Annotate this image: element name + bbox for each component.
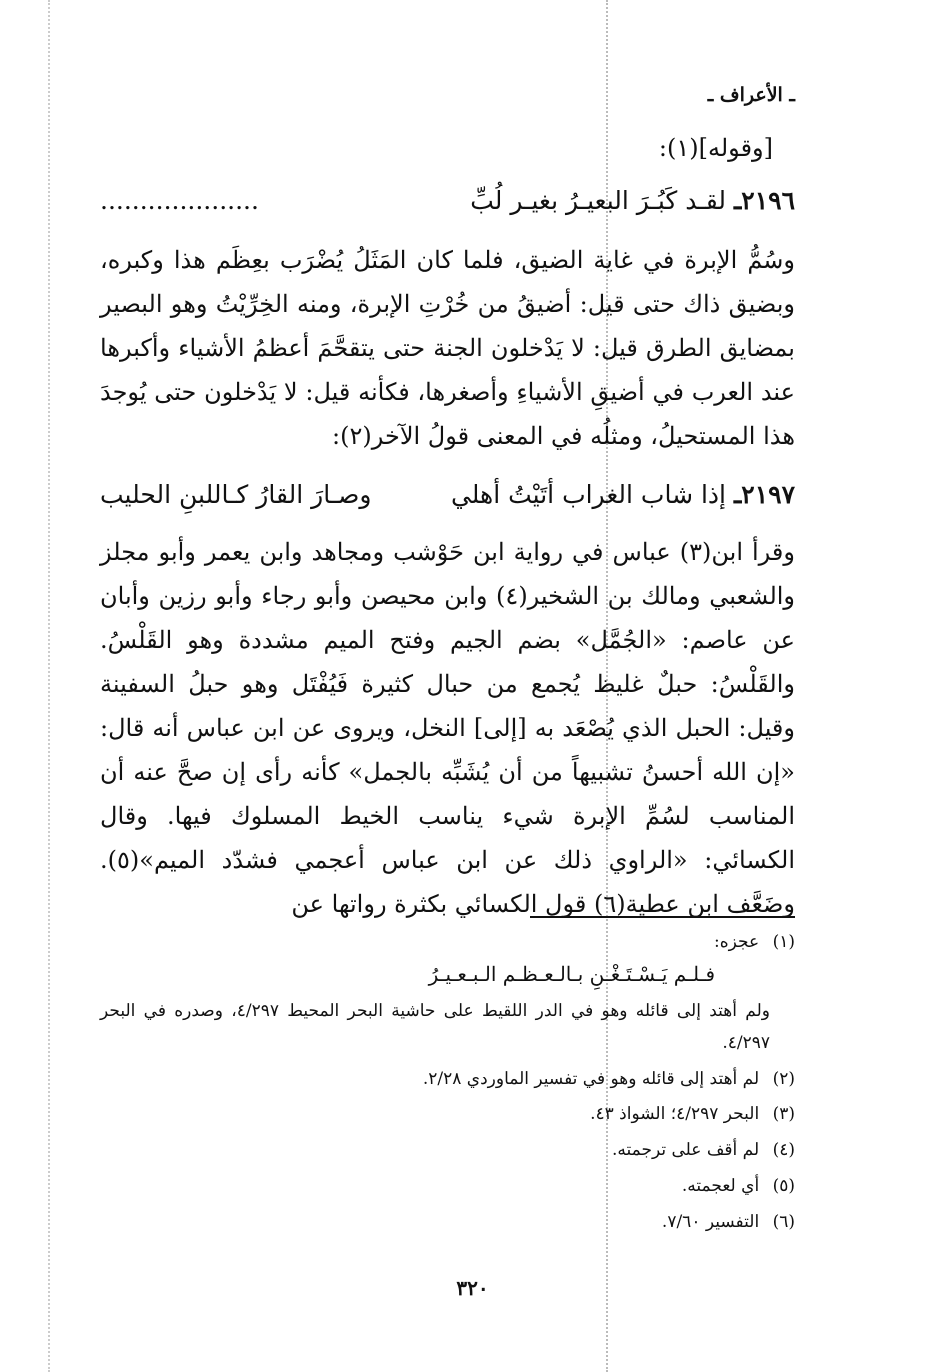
footnote-text: البحر ٤/٢٩٧؛ الشواذ ٤٣. xyxy=(590,1104,760,1124)
verse-number: ٢١٩٦ـ xyxy=(733,186,795,215)
page-number: ٣٢٠ xyxy=(456,1276,489,1300)
first-hemistich: إذا شاب الغراب أتَيْتُ أهلي xyxy=(450,480,726,509)
footnote-1 xyxy=(714,932,795,952)
footnote-text: عجزه: xyxy=(714,932,760,952)
footnote-3 xyxy=(590,1104,795,1124)
footnote-1-continuation: ولم أهتد إلى قائله وهو في الدر اللقيط على حاشية البحر المحيط ٤/٢٩٧، وصدره في البحر ٤/٢٩٧. xyxy=(100,1001,770,1053)
footnote-label: (٦) xyxy=(772,1212,795,1232)
footnote-text: لم أقف على ترجمته. xyxy=(611,1140,760,1160)
verse-text: لقـد كَبُـرَ البعيـرُ بغيـر لُبِّ xyxy=(470,186,726,215)
second-hemistich: وصـارَ القارُ كـاللبنِ الحليب xyxy=(100,480,372,509)
footnote-6 xyxy=(662,1212,795,1232)
verse-number: ٢١٩٧ـ xyxy=(733,480,795,509)
running-header: ـ الأعراف ـ xyxy=(707,84,795,106)
footnote-label: (٣) xyxy=(772,1104,795,1124)
paragraph-2: وقرأ ابن(٣) عباس في رواية ابن حَوْشب ومجاهد وابن يعمر وأبو مجلز والشعبي ومالك بن الشخير(٤) وابن محيصن وأبو رجاء وأبو رزين وأبان عن عاصم: «الجُمَّل» بضم الجيم وفتح الميم مشددة وهو القَلْسُ. والقَلْسُ: حبلٌ غليظ يُجمع من حبال كثيرة فَيُفْتَل وهو حبلُ السفينة وقيل: الحبل الذي يُصْعَد به [إلى] النخل، ويروى عن ابن عباس أنه قال: «إن الله أحسنُ تشبيهاً من أن يُشَبِّه بالجمل» كأنه رأى إن صحَّ عنه أن المناسب لسُمِّ الإبرة شيء يناسب الخيط المسلوك فيها. وقال الكسائي: «الراوي ذلك عن ابن عباس أعجمي فشدّد الميم»(٥). وضَعَّف ابن عطية(٦) قول الكسائي بكثرة رواتها عن xyxy=(100,538,796,918)
footnote-4 xyxy=(612,1140,795,1160)
footnote-label: (٢) xyxy=(772,1069,795,1089)
footnote-text: أي لعجمته. xyxy=(681,1176,760,1196)
paragraph-1: وسُمُّ الإبرة في غاية الضيق، فلما كان المَثَلُ يُضْرَب بعِظَم هذا وكبره، وبضيق ذاك حتى قيل: أضيقُ من خُرْتِ الإبرة، ومنه الخِرِّيْتُ وهو البصير بمضايق الطرق قيل: لا يَدْخلون الجنة حتى يتقحَّمَ أعظمُ الأشياء وأكبرها عند العرب في أضيقِ الأشياءِ وأصغرها، فكأنه قيل: لا يَدْخلون حتى يُوجدَ هذا المستحيلُ، ومثلُه في المعنى قولُ الآخر(٢): xyxy=(100,246,795,450)
footnote-label: (٤) xyxy=(772,1140,795,1160)
footnote-2 xyxy=(423,1069,795,1089)
footnote-separator xyxy=(530,916,795,918)
footnote-label: (١) xyxy=(772,932,795,952)
scan-edge-line xyxy=(48,0,50,1372)
verse-dots: .................... xyxy=(100,186,259,215)
footnote-1-verse: فـلـم يَـسْـتَـغْـنِ بـالـعـظـم الـبـعـيـرُ xyxy=(428,962,715,986)
footnote-text: التفسير ٧/٦٠. xyxy=(661,1212,760,1232)
intro-line: [وقوله](١): xyxy=(658,134,773,162)
footnote-label: (٥) xyxy=(772,1176,795,1196)
footnote-5 xyxy=(682,1176,795,1196)
footnote-text: لم أهتد إلى قائله وهو في تفسير الماوردي ٢/٢٨. xyxy=(422,1069,760,1089)
